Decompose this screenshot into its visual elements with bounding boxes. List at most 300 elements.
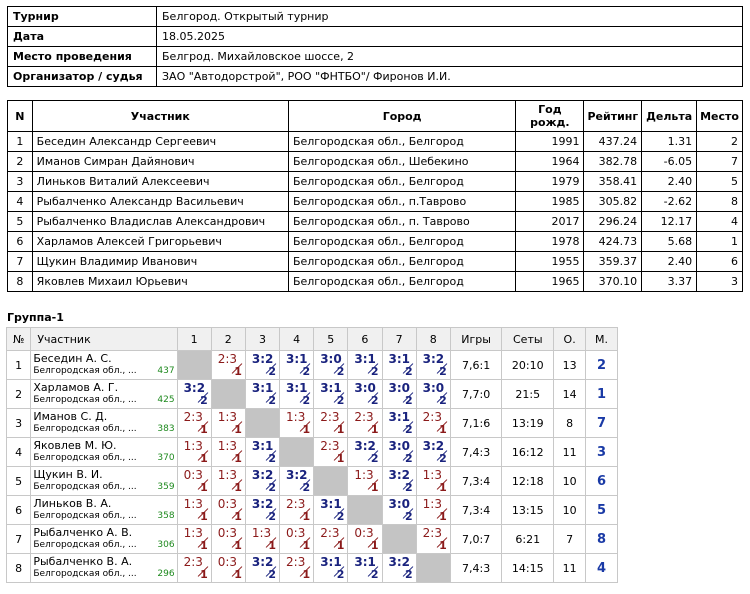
match-score-cell <box>211 438 245 467</box>
participant-number: 6 <box>8 232 33 252</box>
group-row-number: 8 <box>7 554 31 583</box>
match-score <box>417 380 450 408</box>
participants-table <box>7 100 743 292</box>
match-score <box>314 496 347 524</box>
match-score <box>246 467 279 495</box>
set-score: 1:3 <box>354 468 374 482</box>
group-place: 3 <box>586 438 618 467</box>
match-points: 2 <box>405 568 413 581</box>
match-score-cell <box>314 525 348 554</box>
match-score-cell <box>416 496 450 525</box>
match-score-cell <box>348 438 382 467</box>
participant-city: Белгородская обл., Белгород <box>288 132 515 152</box>
group-participant-name: Щукин В. И. <box>33 468 103 481</box>
set-score: 2:3 <box>286 555 306 569</box>
participant-rating: 382.78 <box>584 152 642 172</box>
group-participant-sub <box>33 539 174 552</box>
set-score: 3:1 <box>320 497 342 511</box>
match-points: 1 <box>336 423 345 436</box>
participant-row <box>8 172 743 192</box>
match-score <box>348 409 381 437</box>
participant-name: Щукин Владимир Иванович <box>32 252 288 272</box>
group-participant-sub <box>33 394 174 407</box>
set-score: 2:3 <box>422 410 442 424</box>
participant-rating: 305.82 <box>584 192 642 212</box>
group-header-opponent: 8 <box>416 328 450 351</box>
match-score <box>280 351 313 379</box>
match-points: 1 <box>234 539 242 552</box>
group-games: 7,3:4 <box>450 496 502 525</box>
set-score: 3:0 <box>388 381 410 395</box>
group-participant-name: Рыбалченко В. А. <box>33 555 133 568</box>
set-score: 3:1 <box>354 352 376 366</box>
set-score: 0:3 <box>286 526 306 540</box>
match-points: 1 <box>234 423 242 436</box>
self-match-cell <box>177 351 211 380</box>
participant-row <box>8 232 743 252</box>
match-score <box>348 467 381 495</box>
match-score-cell <box>280 380 314 409</box>
set-score: 3:2 <box>422 352 445 366</box>
group-place: 5 <box>586 496 618 525</box>
header-city: Город <box>288 101 515 132</box>
match-score-cell <box>382 380 416 409</box>
match-score <box>212 351 245 379</box>
group-participant-sub <box>33 568 174 581</box>
participant-number: 5 <box>8 212 33 232</box>
participant-name: Харламов Алексей Григорьевич <box>32 232 288 252</box>
group-place: 1 <box>586 380 618 409</box>
group-participant <box>31 467 177 496</box>
group-participant-rating: 296 <box>157 569 175 579</box>
match-points: 1 <box>200 481 208 494</box>
match-score-cell <box>177 554 211 583</box>
participant-year: 1955 <box>516 252 584 272</box>
participant-rating: 437.24 <box>584 132 642 152</box>
group-participant-sub <box>33 510 174 523</box>
match-score <box>383 438 416 466</box>
group-games: 7,4:3 <box>450 554 502 583</box>
match-points: 1 <box>336 539 345 552</box>
participant-name: Иманов Симран Дайянович <box>32 152 288 172</box>
match-score <box>280 554 313 582</box>
group-header-opponent: 1 <box>177 328 211 351</box>
match-score <box>417 496 450 524</box>
participant-year: 1964 <box>516 152 584 172</box>
match-points: 1 <box>234 481 242 494</box>
set-score: 1:3 <box>217 410 238 424</box>
set-score: 2:3 <box>286 497 306 511</box>
group-header-opponent: 7 <box>382 328 416 351</box>
set-score: 3:1 <box>320 381 342 395</box>
participant-rating: 424.73 <box>584 232 642 252</box>
match-score-cell <box>177 496 211 525</box>
group-sets: 12:18 <box>502 467 554 496</box>
match-score <box>417 525 450 553</box>
match-points: 1 <box>200 568 208 581</box>
participant-year: 1991 <box>516 132 584 152</box>
match-score <box>383 554 416 582</box>
match-points: 1 <box>302 510 311 523</box>
match-points: 1 <box>234 365 242 378</box>
match-score <box>178 554 211 582</box>
group-header-row <box>7 328 618 351</box>
group-games: 7,7:0 <box>450 380 502 409</box>
match-points: 2 <box>302 481 311 494</box>
group-points: 10 <box>554 467 586 496</box>
participant-rating: 296.24 <box>584 212 642 232</box>
match-score-cell <box>245 525 279 554</box>
participant-place: 8 <box>697 192 743 212</box>
match-score-cell <box>280 351 314 380</box>
participant-number: 8 <box>8 272 33 292</box>
match-score-cell <box>348 525 382 554</box>
set-score: 3:1 <box>320 555 342 569</box>
participant-name: Беседин Александр Сергеевич <box>32 132 288 152</box>
match-score-cell <box>416 467 450 496</box>
match-points: 1 <box>336 452 345 465</box>
set-score: 3:0 <box>354 381 376 395</box>
group-header-opponent: 6 <box>348 328 382 351</box>
participant-year: 1979 <box>516 172 584 192</box>
info-label: Место проведения <box>8 47 157 67</box>
set-score: 1:3 <box>217 468 238 482</box>
match-points: 2 <box>268 510 277 523</box>
set-score: 1:3 <box>217 439 238 453</box>
match-points: 2 <box>336 568 345 581</box>
match-score <box>280 380 313 408</box>
match-score <box>383 380 416 408</box>
group-row-number: 4 <box>7 438 31 467</box>
group-participant-city: Белгородская обл., ... <box>33 453 137 463</box>
match-points: 2 <box>439 365 447 378</box>
group-participant-city: Белгородская обл., ... <box>33 482 137 492</box>
set-score: 1:3 <box>183 439 203 453</box>
group-participant-city: Белгородская обл., ... <box>33 395 137 405</box>
participant-place: 7 <box>697 152 743 172</box>
group-participant <box>31 409 177 438</box>
match-points: 1 <box>302 568 311 581</box>
participant-place: 1 <box>697 232 743 252</box>
group-header-sets: Сеты <box>502 328 554 351</box>
group-header-participant: Участник <box>31 328 177 351</box>
info-value: ЗАО "Автодорстрой", РОО "ФНТБО"/ Фиронов И.И. <box>157 67 743 87</box>
participant-number: 7 <box>8 252 33 272</box>
self-match-cell <box>348 496 382 525</box>
header-delta: Дельта <box>642 101 697 132</box>
match-score-cell <box>416 351 450 380</box>
participant-place: 6 <box>697 252 743 272</box>
group-participant <box>31 351 177 380</box>
set-score: 1:3 <box>183 526 203 540</box>
match-score-cell <box>348 351 382 380</box>
match-score <box>383 496 416 524</box>
set-score: 0:3 <box>354 526 374 540</box>
participant-place: 4 <box>697 212 743 232</box>
match-score-cell <box>382 554 416 583</box>
participant-delta: 2.40 <box>642 172 697 192</box>
match-score <box>178 467 211 495</box>
set-score: 3:2 <box>388 468 410 482</box>
match-score-cell <box>280 467 314 496</box>
match-points: 1 <box>302 539 311 552</box>
match-points: 1 <box>200 510 208 523</box>
set-score: 2:3 <box>320 410 340 424</box>
set-score: 2:3 <box>354 410 374 424</box>
group-row <box>7 525 618 554</box>
group-row-number: 6 <box>7 496 31 525</box>
group-row <box>7 496 618 525</box>
match-score <box>246 438 279 466</box>
participant-city: Белгородская обл., Белгород <box>288 232 515 252</box>
match-score-cell <box>280 496 314 525</box>
group-participant-rating: 358 <box>157 511 175 521</box>
set-score: 0:3 <box>217 497 238 511</box>
set-score: 3:1 <box>251 439 274 453</box>
header-rating: Рейтинг <box>584 101 642 132</box>
participant-place: 3 <box>697 272 743 292</box>
match-score <box>417 467 450 495</box>
group-points: 7 <box>554 525 586 554</box>
match-score-cell <box>314 380 348 409</box>
group-row-number: 7 <box>7 525 31 554</box>
info-label: Организатор / судья <box>8 67 157 87</box>
match-points: 1 <box>200 423 208 436</box>
match-points: 1 <box>200 539 208 552</box>
tournament-info-table <box>7 6 743 87</box>
set-score: 1:3 <box>422 468 442 482</box>
match-score <box>246 554 279 582</box>
match-points: 2 <box>268 394 277 407</box>
match-points: 1 <box>234 452 242 465</box>
set-score: 3:1 <box>286 352 308 366</box>
group-sets: 20:10 <box>502 351 554 380</box>
header-year: Год рожд. <box>516 101 584 132</box>
set-score: 3:2 <box>183 381 206 395</box>
group-games: 7,3:4 <box>450 467 502 496</box>
match-score-cell <box>177 467 211 496</box>
match-score-cell <box>382 409 416 438</box>
participant-rating: 359.37 <box>584 252 642 272</box>
match-score-cell <box>416 380 450 409</box>
match-score <box>417 438 450 466</box>
self-match-cell <box>314 467 348 496</box>
match-points: 2 <box>370 568 379 581</box>
participant-name: Рыбалченко Владислав Александрович <box>32 212 288 232</box>
match-points: 2 <box>405 394 413 407</box>
match-points: 2 <box>200 394 208 407</box>
group-games: 7,0:7 <box>450 525 502 554</box>
group-participant <box>31 380 177 409</box>
group-participant <box>31 554 177 583</box>
participant-delta: 2.40 <box>642 252 697 272</box>
group-participant-city: Белгородская обл., ... <box>33 366 137 376</box>
group-points: 10 <box>554 496 586 525</box>
participant-delta: 1.31 <box>642 132 697 152</box>
group-table <box>6 327 618 583</box>
participant-rating: 370.10 <box>584 272 642 292</box>
match-score-cell <box>314 438 348 467</box>
group-participant <box>31 525 177 554</box>
participant-year: 2017 <box>516 212 584 232</box>
match-points: 1 <box>439 510 447 523</box>
match-points: 1 <box>439 423 447 436</box>
group-participant-city: Белгородская обл., ... <box>33 540 137 550</box>
match-points: 1 <box>370 539 379 552</box>
participant-row <box>8 272 743 292</box>
match-points: 2 <box>370 365 379 378</box>
info-row <box>8 7 743 27</box>
match-score-cell <box>177 438 211 467</box>
participant-number: 1 <box>8 132 33 152</box>
match-score-cell <box>245 438 279 467</box>
match-score-cell <box>245 351 279 380</box>
participant-delta: -6.05 <box>642 152 697 172</box>
set-score: 3:2 <box>388 555 410 569</box>
match-score <box>314 409 347 437</box>
self-match-cell <box>211 380 245 409</box>
set-score: 3:2 <box>251 468 274 482</box>
set-score: 3:1 <box>388 410 410 424</box>
match-score-cell <box>348 554 382 583</box>
info-label: Дата <box>8 27 157 47</box>
participant-city: Белгородская обл., п. Таврово <box>288 212 515 232</box>
group-row-number: 1 <box>7 351 31 380</box>
participant-row <box>8 212 743 232</box>
group-sets: 16:12 <box>502 438 554 467</box>
group-games: 7,4:3 <box>450 438 502 467</box>
group-place: 4 <box>586 554 618 583</box>
match-score-cell <box>348 409 382 438</box>
group-participant-city: Белгородская обл., ... <box>33 424 137 434</box>
match-score <box>314 554 347 582</box>
match-points: 2 <box>370 394 379 407</box>
match-score <box>212 554 245 582</box>
match-points: 2 <box>336 394 345 407</box>
group-row <box>7 438 618 467</box>
group-participant-name: Иманов С. Д. <box>33 410 108 423</box>
group-sets: 21:5 <box>502 380 554 409</box>
info-value: 18.05.2025 <box>157 27 743 47</box>
match-score <box>246 351 279 379</box>
match-points: 1 <box>439 481 447 494</box>
match-score-cell <box>416 409 450 438</box>
match-score <box>178 496 211 524</box>
group-participant-rating: 437 <box>157 366 175 376</box>
match-score <box>212 467 245 495</box>
header-n: N <box>8 101 33 132</box>
match-score <box>178 438 211 466</box>
participant-year: 1965 <box>516 272 584 292</box>
group-row <box>7 554 618 583</box>
group-sets: 13:15 <box>502 496 554 525</box>
set-score: 3:2 <box>286 468 308 482</box>
group-header-num: № <box>7 328 31 351</box>
match-score <box>348 554 381 582</box>
group-participant <box>31 496 177 525</box>
group-sets: 14:15 <box>502 554 554 583</box>
group-games: 7,6:1 <box>450 351 502 380</box>
group-sets: 13:19 <box>502 409 554 438</box>
group-participant-rating: 370 <box>157 453 175 463</box>
participant-place: 5 <box>697 172 743 192</box>
set-score: 3:0 <box>320 352 342 366</box>
match-score-cell <box>382 438 416 467</box>
match-points: 1 <box>268 539 277 552</box>
group-participant-name: Рыбалченко А. В. <box>33 526 133 539</box>
set-score: 0:3 <box>217 526 238 540</box>
match-points: 2 <box>405 365 413 378</box>
match-score-cell <box>177 525 211 554</box>
participant-number: 2 <box>8 152 33 172</box>
self-match-cell <box>416 554 450 583</box>
set-score: 2:3 <box>422 526 442 540</box>
match-score <box>348 525 381 553</box>
match-score-cell <box>416 438 450 467</box>
match-score <box>348 380 381 408</box>
participant-delta: 5.68 <box>642 232 697 252</box>
participant-city: Белгородская обл., Белгород <box>288 172 515 192</box>
set-score: 3:1 <box>251 381 274 395</box>
group-header-games: Игры <box>450 328 502 351</box>
set-score: 1:3 <box>422 497 442 511</box>
info-value: Белгород. Открытый турнир <box>157 7 743 27</box>
group-participant-sub <box>33 452 174 465</box>
header-participant: Участник <box>32 101 288 132</box>
set-score: 3:1 <box>354 555 376 569</box>
participant-year: 1985 <box>516 192 584 212</box>
match-score <box>178 380 211 408</box>
group-sets: 6:21 <box>502 525 554 554</box>
match-points: 1 <box>234 510 242 523</box>
set-score: 1:3 <box>183 497 203 511</box>
match-score-cell <box>245 467 279 496</box>
set-score: 3:1 <box>286 381 308 395</box>
group-place: 7 <box>586 409 618 438</box>
set-score: 2:3 <box>183 410 203 424</box>
match-score <box>178 409 211 437</box>
info-row <box>8 27 743 47</box>
group-points: 8 <box>554 409 586 438</box>
participant-name: Рыбалченко Александр Васильевич <box>32 192 288 212</box>
participants-header-row <box>8 101 743 132</box>
group-games: 7,1:6 <box>450 409 502 438</box>
group-title: Группа-1 <box>7 311 64 324</box>
set-score: 3:1 <box>388 352 410 366</box>
participant-delta: 3.37 <box>642 272 697 292</box>
group-row-number: 5 <box>7 467 31 496</box>
participant-number: 4 <box>8 192 33 212</box>
group-points: 13 <box>554 351 586 380</box>
group-row-number: 2 <box>7 380 31 409</box>
participant-row <box>8 132 743 152</box>
group-row <box>7 351 618 380</box>
group-header-opponent: 5 <box>314 328 348 351</box>
match-score-cell <box>245 554 279 583</box>
match-score <box>314 438 347 466</box>
group-participant-name: Харламов А. Г. <box>33 381 119 394</box>
group-place: 2 <box>586 351 618 380</box>
match-points: 2 <box>405 452 413 465</box>
participant-delta: 12.17 <box>642 212 697 232</box>
participant-city: Белгородская обл., Белгород <box>288 272 515 292</box>
group-header-points: О. <box>554 328 586 351</box>
match-points: 2 <box>336 365 345 378</box>
group-participant-name: Беседин А. С. <box>33 352 112 365</box>
set-score: 2:3 <box>320 526 340 540</box>
match-score <box>212 438 245 466</box>
info-value: Белгрод. Михайловское шоссе, 2 <box>157 47 743 67</box>
